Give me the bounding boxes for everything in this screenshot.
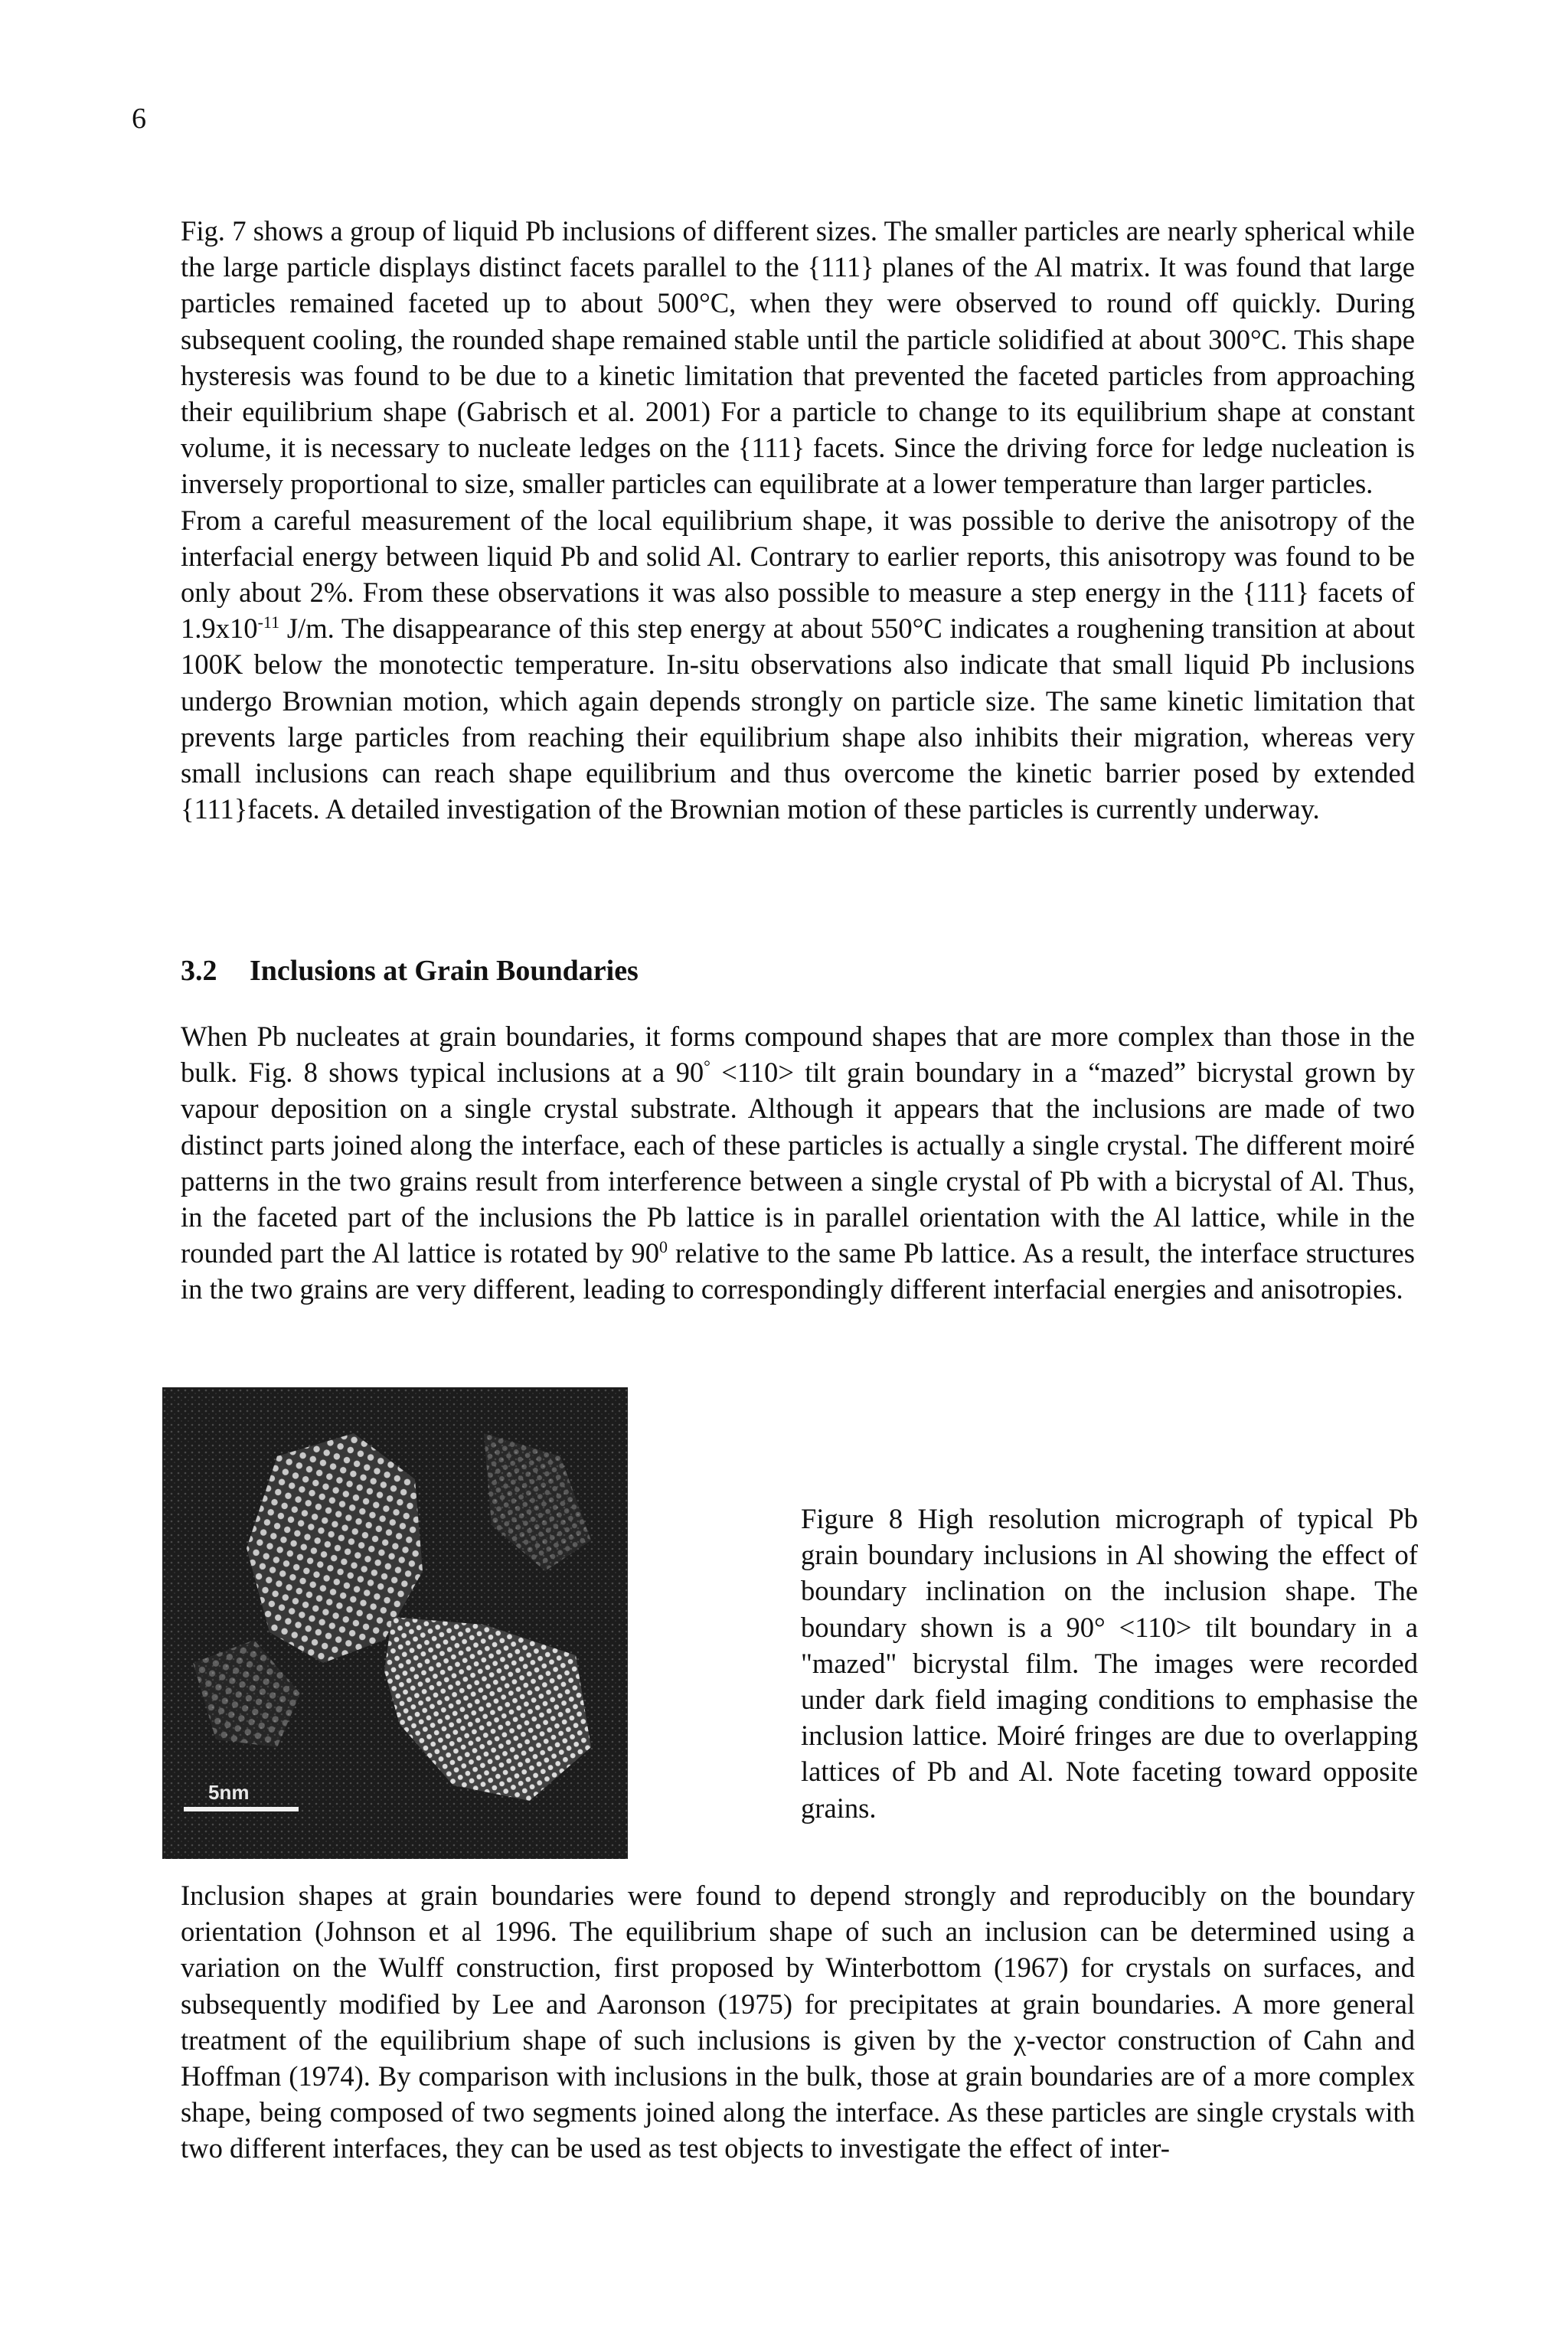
paragraph-grain-boundary xyxy=(181,1018,1415,1308)
paragraph-fig7: Fig. 7 shows a group of liquid Pb inclusions of different sizes. The smaller particles are nearly spherical while the large particle displays distinct facets parallel to the {111} planes of the Al matrix. It was found that large particles remained faceted up to about 500°C, when they were observed to round off quickly. During subsequent cooling, the rounded shape remained stable until the particle solidified at about 300°C. This shape hysteresis was found to be due to a kinetic limitation that prevented the faceted particles from approaching their equilibrium shape (Gabrisch et al. 2001) For a particle to change to its equilibrium shape at constant volume, it is necessary to nucleate ledges on the {111} facets. Since the driving force for ledge nucleation is inversely proportional to size, smaller particles can equilibrate at a lower temperature than larger particles. xyxy=(181,215,1415,500)
section-title: Inclusions at Grain Boundaries xyxy=(250,955,639,987)
exponent: -11 xyxy=(257,612,280,632)
closing-text xyxy=(181,1877,1415,2167)
degree-sup: ° xyxy=(704,1057,710,1076)
figure-caption: Figure 8 High resolution micrograph of typical Pb grain boundary inclusions in Al showing the effect of boundary inclination on the inclusion shape. The boundary shown is a 90° <110> tilt boundary in a "mazed" bicrystal film. The images were recorded under dark field imaging conditions to emphasise the inclusion lattice. Moiré fringes are due to overlapping lattices of Pb and Al. Note faceting toward opposite grains. xyxy=(801,1503,1418,1824)
section-heading xyxy=(181,954,639,988)
scale-bar xyxy=(184,1807,299,1811)
paragraph-anisotropy xyxy=(181,502,1415,828)
paragraph-grain-part-a: When Pb nucleates at grain boundaries, it forms compound shapes that are more complex than those in the bulk. Fig. 8 shows typical inclusions at a 90 xyxy=(181,1021,1415,1089)
paragraph-grain-part-b: <110> tilt grain boundary in a “mazed” bicrystal grown by vapour deposition on a single crystal substrate. Although it appears that the inclusions are made of two distinct parts joined along the interface, each of these particles is actually a single crystal. The different moiré patterns in the two grains result from interference between a single crystal of Pb with a bicrystal of Al. Thus, in the faceted part of the inclusions the Pb lattice is in parallel orientation with the Al lattice, while in the rounded part the Al lattice is rotated by 90 xyxy=(181,1057,1415,1269)
paragraph-anisotropy-part-b: J/m. The disappearance of this step energy at about 550°C indicates a roughening transition at about 100K below the monotectic temperature. In-situ observations also indicate that small liquid Pb inclusions undergo Brownian motion, which again depends strongly on particle size. The same kinetic limitation that prevents large particles from reaching their equilibrium shape also inhibits their migration, whereas very small inclusions can reach shape equilibrium and thus overcome the kinetic barrier posed by extended {111}facets. A detailed investigation of the Brownian motion of these particles is currently underway. xyxy=(181,612,1415,825)
degree-sup-2: 0 xyxy=(659,1237,668,1257)
scale-bar-label: 5nm xyxy=(208,1781,250,1804)
paragraph-anisotropy-part-a: From a careful measurement of the local equilibrium shape, it was possible to derive the anisotropy of the interfacial energy between liquid Pb and solid Al. Contrary to earlier reports, this anisotropy was found to be only about 2%. From these observations it was also possible to measure a step energy in the {111} facets of 1.9x10 xyxy=(181,504,1415,645)
section-number: 3.2 xyxy=(181,955,217,987)
paragraph-shapes: Inclusion shapes at grain boundaries were found to depend strongly and reproducibly on the boundary orientation (Johnson et al 1996. The equilibrium shape of such an inclusion can be determined using a variation on the Wulff construction, first proposed by Winterbottom (1967) for crystals on surfaces, and subsequently modified by Lee and Aaronson (1975) for precipitates at grain boundaries. A more general treatment of the equilibrium shape of such inclusions is given by the χ-vector construction of Cahn and Hoffman (1974). By comparison with inclusions in the bulk, those at grain boundaries are of a more complex shape, being composed of two segments joined along the interface. As these particles are single crystals with two different interfaces, they can be used as test objects to investigate the effect of inter- xyxy=(181,1880,1415,2164)
grain-boundary-text xyxy=(181,1018,1415,1308)
page-number: 6 xyxy=(132,103,146,135)
micrograph-image xyxy=(162,1387,628,1859)
paragraph-grain-part-c: relative to the same Pb lattice. As a result, the interface structures in the two grains are very different, leading to correspondingly different interfacial energies and anisotropies. xyxy=(181,1237,1415,1305)
intro-text xyxy=(181,213,1415,827)
